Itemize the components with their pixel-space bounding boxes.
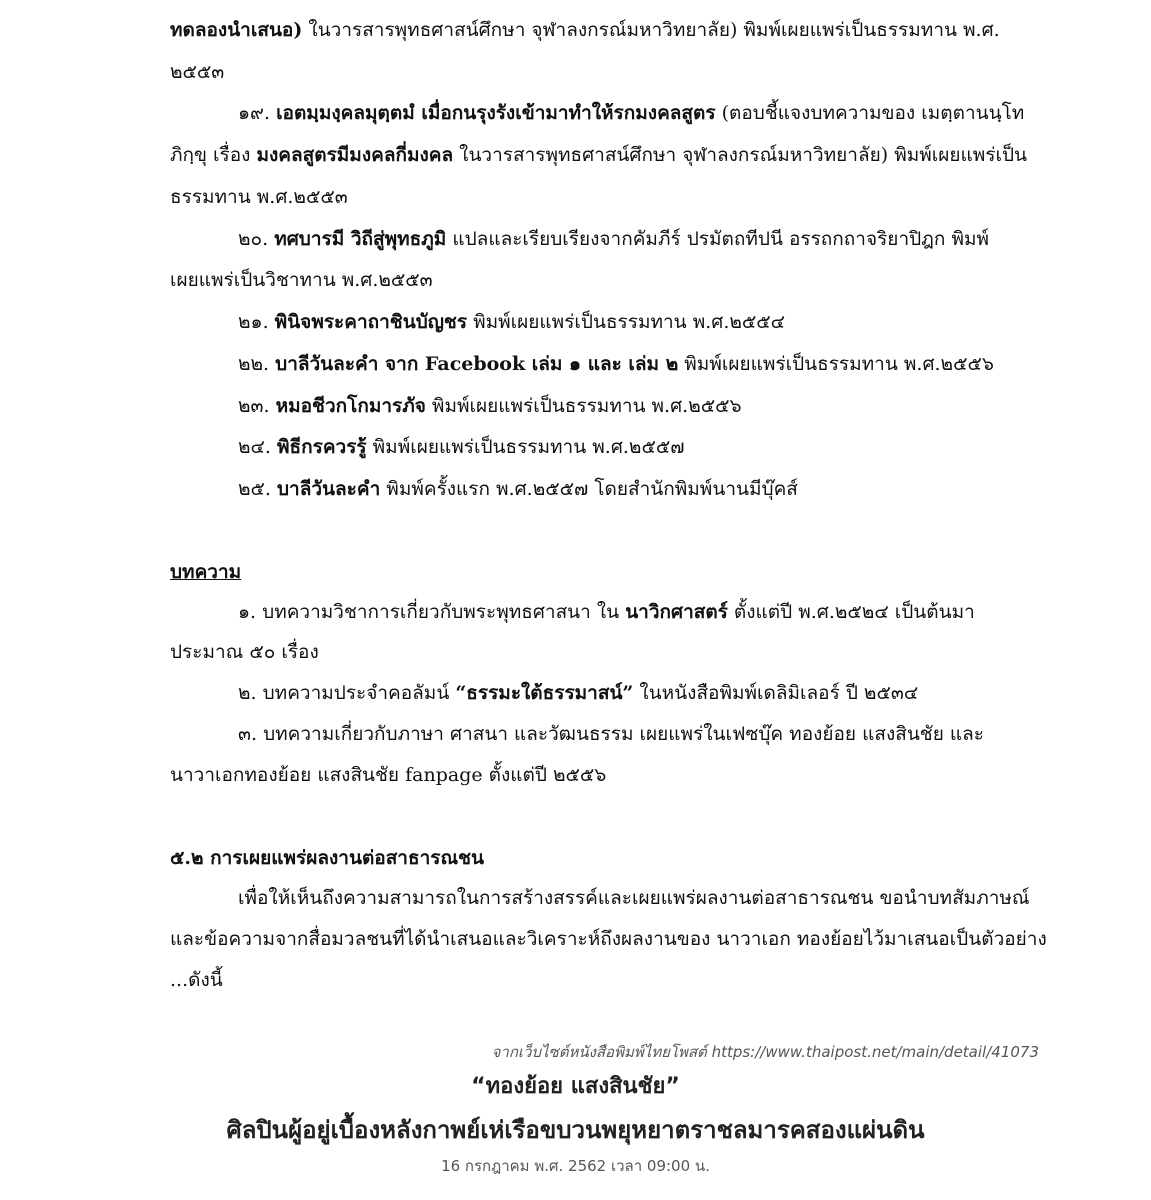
articles-heading: บทความ [170,561,242,583]
item-19-line-2 [170,143,1027,167]
article-3-line-1: ๓. บทความเกี่ยวกับภาษา ศาสนา และวัฒนธรรม เผยแพร่ในเฟซบุ๊ค ทองย้อย แสงสินชัย และ [238,723,984,745]
article-1-line-1 [238,600,975,624]
item-22-title: บาลีวันละคำ จาก Facebook เล่ม ๑ และ เล่ม ๒ [275,353,679,375]
section-5-2-paragraph-line-2: และข้อความจากสื่อมวลชนที่ได้นำเสนอและวิเคราะห์ถึงผลงานของ นาวาเอก ทองย้อยไว้มาเสนอเป็นตัวอย่าง [170,928,1047,950]
item-25 [238,477,798,501]
item-22-text: พิมพ์เผยแพร่เป็นธรรมทาน พ.ศ.๒๕๕๖ [678,353,994,375]
item-24-text: พิมพ์เผยแพร่เป็นธรรมทาน พ.ศ.๒๕๕๗ [366,436,685,458]
item-19-line-3: ธรรมทาน พ.ศ.๒๕๕๓ [170,186,348,208]
clipping-date: 16 กรกฎาคม พ.ศ. 2562 เวลา 09:00 น. [441,1157,710,1175]
item-23 [238,394,742,418]
item-20-line-2: เผยแพร่เป็นวิชาทาน พ.ศ.๒๕๕๓ [170,269,433,291]
item-22 [238,352,994,376]
item-18-text: ในวารสารพุทธศาสน์ศึกษา จุฬาลงกรณ์มหาวิทยาลัย) พิมพ์เผยแพร่เป็นธรรมทาน พ.ศ. [302,19,1000,41]
item-18-bold-text: ทดลองนำเสนอ) [170,19,303,41]
item-21 [238,310,785,334]
item-21-number: ๒๑. [238,311,275,333]
clipping-headline-title: ศิลปินผู้อยู่เบื้องหลังกาพย์เห่เรือขบวนพยุหยาตราชลมารคสองแผ่นดิน [226,1116,925,1144]
item-23-title: หมอชีวกโกมารภัจ [275,395,426,417]
article-2-column: “ธรรมะใต้ธรรมาสน์” [455,682,634,704]
section-5-2-heading: ๕.๒ การเผยแพร่ผลงานต่อสาธารณชน [170,847,484,869]
item-20-title: ทศบารมี วิถีสู่พุทธภูมิ [274,228,447,250]
item-24-title: พิธีกรควรรู้ [276,436,367,458]
item-19-text: (ตอบชี้แจงบทความของ เมตฺตานนฺโท [715,102,1025,124]
article-1-text: ๑. บทความวิชาการเกี่ยวกับพระพุทธศาสนา ใน [238,601,626,623]
section-5-2-paragraph-line-3: ...ดังนี้ [170,969,223,991]
clipping-source: จากเว็บไซต์หนังสือพิมพ์ไทยโพสต์ https://www.thaipost.net/main/detail/41073 [491,1043,1039,1061]
item-19-article-title: มงคลสูตรมีมงคลกี่มงคล [256,144,454,166]
item-23-number: ๒๓. [238,395,276,417]
item-23-text: พิมพ์เผยแพร่เป็นธรรมทาน พ.ศ.๒๕๕๖ [425,395,742,417]
article-1-publication: นาวิกศาสตร์ [625,601,728,623]
item-18-continuation-line [170,18,1000,42]
item-22-number: ๒๒. [238,353,276,375]
item-21-title: พินิจพระคาถาชินบัญชร [274,311,468,333]
item-19-line-2-pre: ภิกฺขุ เรื่อง [170,144,257,166]
article-1-rest: ตั้งแต่ปี พ.ศ.๒๕๒๔ เป็นต้นมา [727,601,975,623]
item-21-text: พิมพ์เผยแพร่เป็นธรรมทาน พ.ศ.๒๕๕๔ [467,311,786,333]
item-20-text: แปลและเรียบเรียงจากคัมภีร์ ปรมัตถทีปนี อรรถกถาจริยาปิฎก พิมพ์ [446,228,990,250]
article-1-line-2: ประมาณ ๕๐ เรื่อง [170,641,319,663]
item-20-line-1 [238,227,989,251]
section-5-2-paragraph-line-1: เพื่อให้เห็นถึงความสามารถในการสร้างสรรค์และเผยแพร่ผลงานต่อสาธารณชน ขอนำบทสัมภาษณ์ [238,887,1030,909]
item-24 [238,435,685,459]
item-25-number: ๒๕. [238,478,277,500]
item-24-number: ๒๔. [238,436,277,458]
article-2-text: ๒. บทความประจำคอลัมน์ [238,682,456,704]
item-19-title: เอตมฺมงฺคลมุตฺตมํ เมื่อกนรุงรังเข้ามาทำให้รกมงคลสูตร [276,102,716,124]
item-19-number: ๑๙. [238,102,277,124]
article-2 [238,681,918,705]
article-3-line-2: นาวาเอกทองย้อย แสงสินชัย fanpage ตั้งแต่ปี ๒๕๕๖ [170,764,607,786]
item-19-line-2-rest: ในวารสารพุทธศาสน์ศึกษา จุฬาลงกรณ์มหาวิทยาลัย) พิมพ์เผยแพร่เป็น [453,144,1028,166]
item-25-text: พิมพ์ครั้งแรก พ.ศ.๒๕๕๗ โดยสำนักพิมพ์นานมีบุ๊คส์ [380,478,798,500]
item-18-year-line: ๒๕๕๓ [170,61,225,83]
item-25-title: บาลีวันละคำ [276,478,381,500]
item-20-number: ๒๐. [238,228,275,250]
clipping-headline-name: “ทองย้อย แสงสินชัย” [471,1074,680,1099]
article-2-rest: ในหนังสือพิมพ์เดลิมิเลอร์ ปี ๒๕๓๔ [633,682,919,704]
item-19-line-1 [238,101,1024,125]
